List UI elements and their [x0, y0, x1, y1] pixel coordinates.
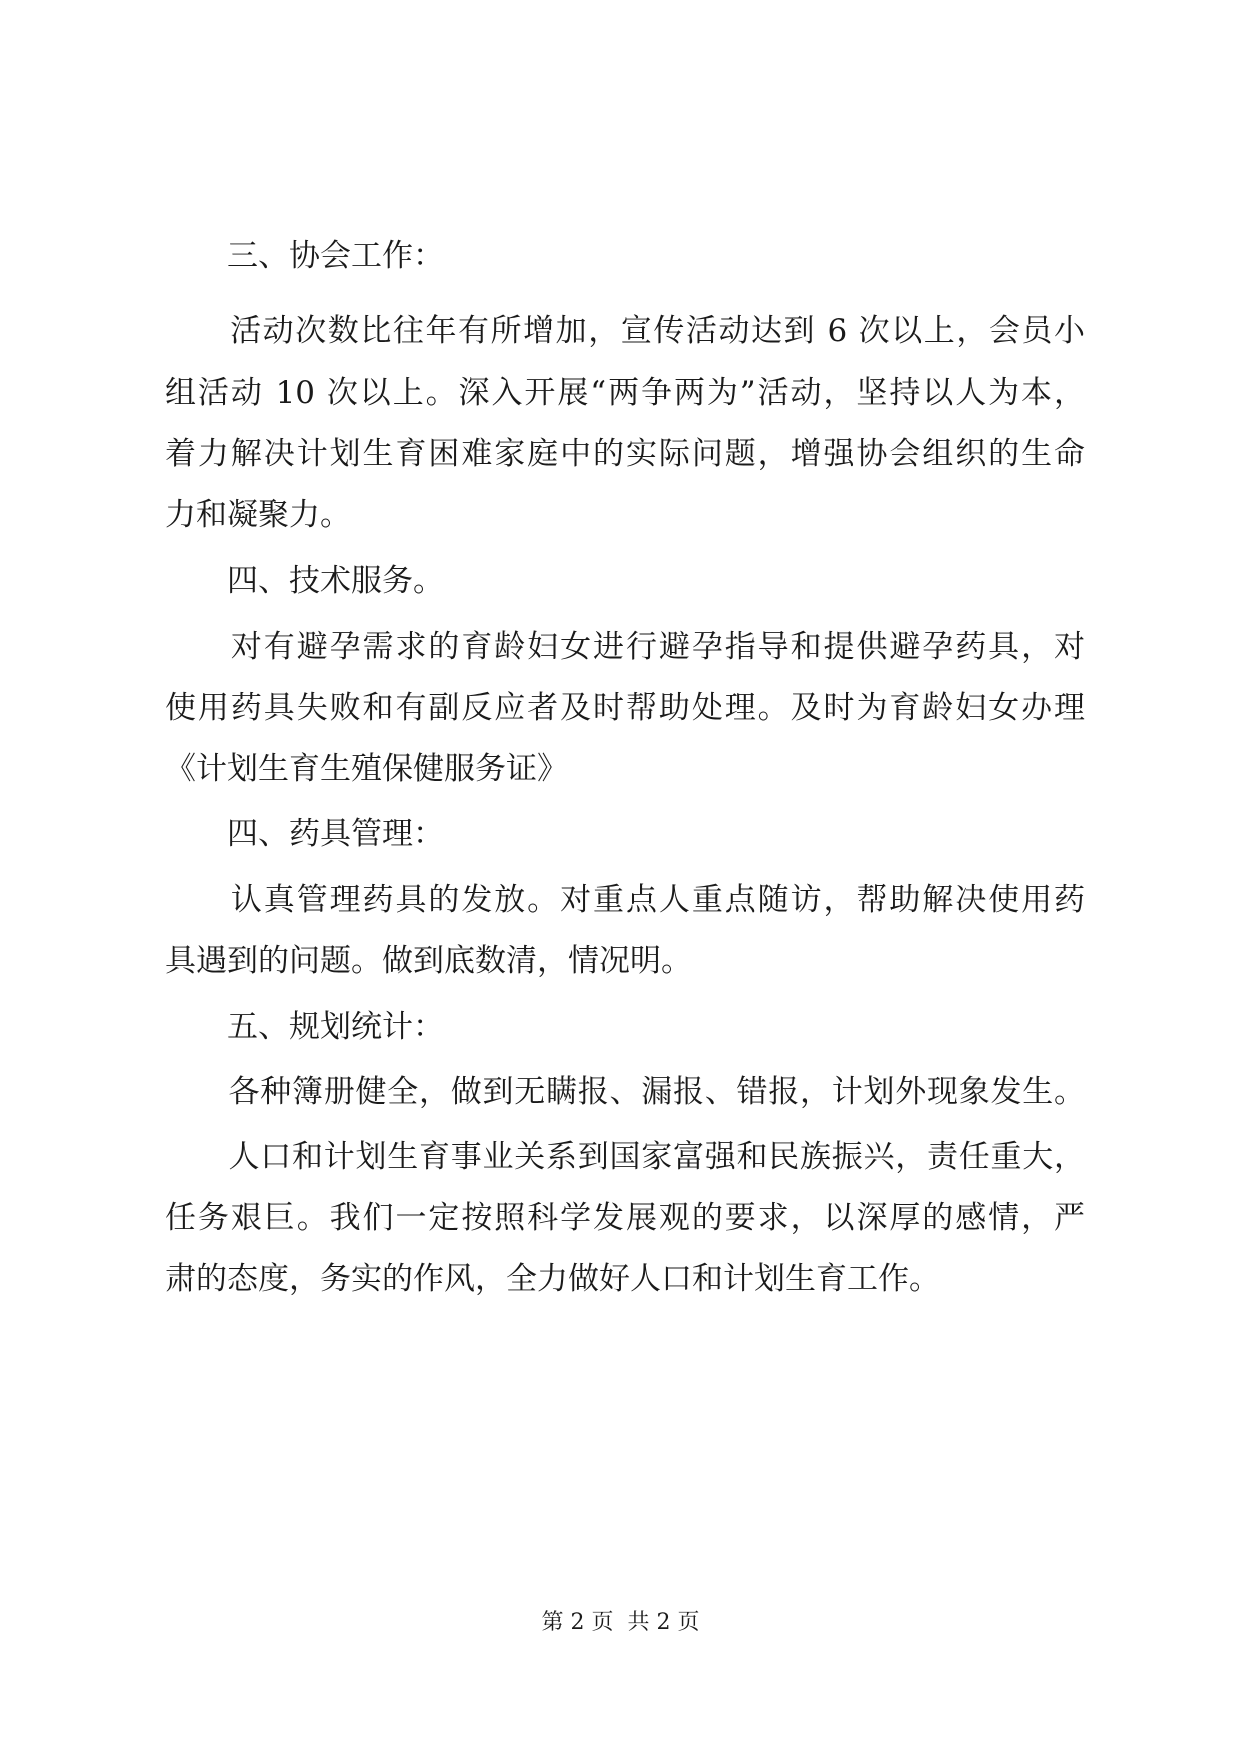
- paragraph-line: 具遇到的问题。做到底数清，情况明。: [165, 943, 692, 979]
- paragraph-line: 各种簿册健全，做到无瞒报、漏报、错报，计划外现象发生。: [165, 1074, 1085, 1110]
- paragraph-line: 组活动 10 次以上。深入开展“两争两为”活动，坚持以人为本，: [165, 375, 1085, 411]
- page-footer: [0, 1608, 1241, 1638]
- heading-association-work: 三、协会工作：: [165, 238, 444, 274]
- paragraph-line: 力和凝聚力。: [165, 497, 351, 533]
- paragraph-line: 《计划生育生殖保健服务证》: [165, 751, 568, 787]
- heading-planning-statistics: 五、规划统计：: [165, 1009, 444, 1045]
- paragraph-line: 认真管理药具的发放。对重点人重点随访，帮助解决使用药: [165, 882, 1085, 918]
- page-number-current: 第 2 页: [541, 1610, 614, 1635]
- document-body: [165, 230, 1085, 1350]
- paragraph-line: 肃的态度，务实的作风，全力做好人口和计划生育工作。: [165, 1261, 940, 1297]
- paragraph-line: 着力解决计划生育困难家庭中的实际问题，增强协会组织的生命: [165, 436, 1085, 472]
- paragraph-line: 使用药具失败和有副反应者及时帮助处理。及时为育龄妇女办理: [165, 690, 1085, 726]
- paragraph-line: 活动次数比往年有所增加，宣传活动达到 6 次以上，会员小: [165, 313, 1085, 349]
- paragraph-line: 人口和计划生育事业关系到国家富强和民族振兴，责任重大，: [165, 1139, 1085, 1175]
- heading-technical-service: 四、技术服务。: [165, 563, 444, 599]
- page-number-total: 共 2 页: [627, 1610, 700, 1635]
- heading-contraceptive-management: 四、药具管理：: [165, 816, 444, 852]
- paragraph-line: 对有避孕需求的育龄妇女进行避孕指导和提供避孕药具，对: [165, 629, 1085, 665]
- paragraph-line: 任务艰巨。我们一定按照科学发展观的要求，以深厚的感情，严: [165, 1200, 1085, 1236]
